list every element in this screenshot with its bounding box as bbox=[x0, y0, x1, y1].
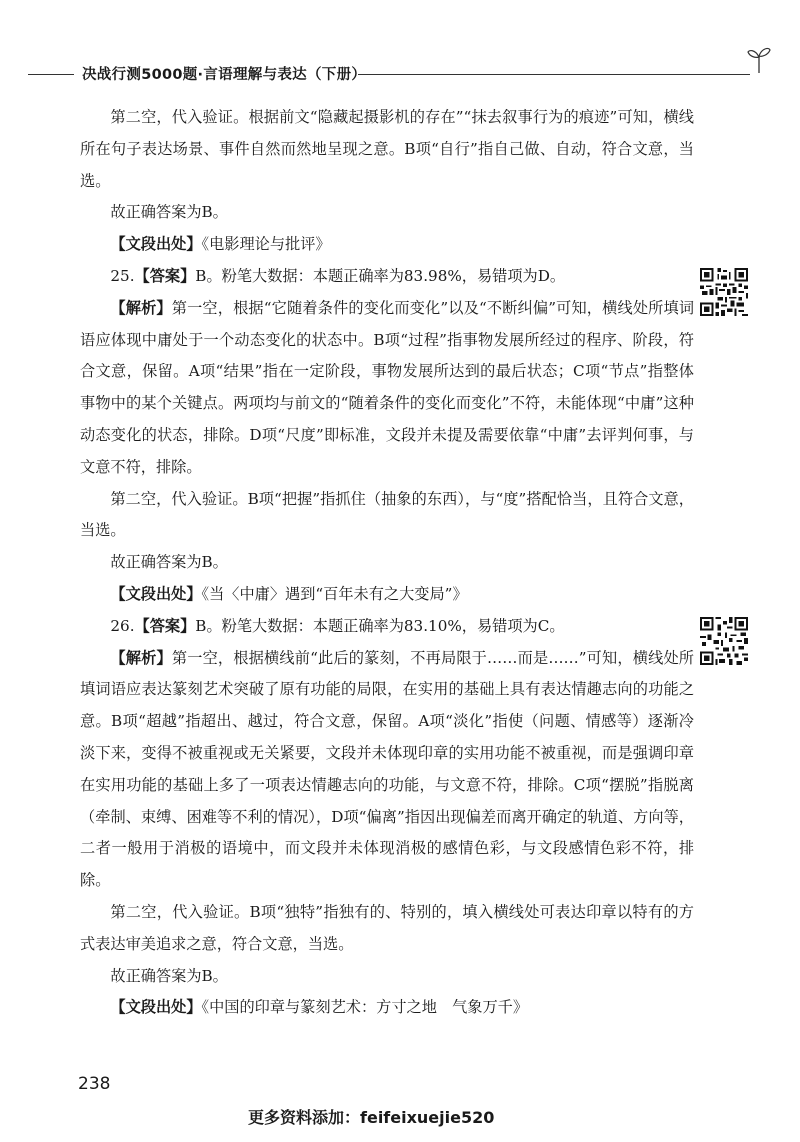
source-text: 《中国的印章与篆刻艺术：方寸之地 气象万千》 bbox=[201, 998, 529, 1017]
question-number: 26. bbox=[110, 616, 135, 635]
source-tag: 【文段出处】 bbox=[110, 998, 202, 1017]
analysis-26 bbox=[80, 643, 694, 897]
qr-code-icon[interactable] bbox=[700, 268, 748, 316]
running-header bbox=[28, 60, 768, 88]
main-content bbox=[80, 102, 694, 1024]
source-tag: 【文段出处】 bbox=[110, 584, 202, 603]
conclusion: 故正确答案为B。 bbox=[110, 203, 228, 222]
header-rule-left bbox=[28, 74, 74, 75]
analysis-tag: 【解析】 bbox=[110, 648, 172, 667]
answer-line-26 bbox=[80, 611, 694, 643]
analysis-text: 第一空，根据横线前“此后的篆刻，不再局限于……而是……”可知，横线处所填词语应表达篆刻艺术突破了原有功能的局限，在实用的基础上具有表达情趣志向的功能之意。B项“超越”指超出、越过，符合文意，保留。A项“淡化”指使（问题、情感等）逐渐冷淡下来，变得不被重视或无关紧要，文段并未体现印章的实用功能不被重视，而是强调印章在实用功能的基础上多了一项表达情趣志向的功能，与文意不符，排除。C项“摆脱”指脱离（牵制、束缚、困难等不利的情况），D项“偏离”指因出现偏差而离开确定的轨道、方向等，二者一般用于消极的语境中，而文段并未体现消极的感情色彩，与文段感情色彩不符，排除。 bbox=[80, 648, 694, 890]
analysis-tag: 【解析】 bbox=[110, 298, 172, 317]
conclusion: 故正确答案为B。 bbox=[110, 966, 228, 985]
paragraph: 第二空，代入验证。根据前文“隐藏起摄影机的存在”“抹去叙事行为的痕迹”可知，横线所在句子表达场景、事件自然而然地呈现之意。B项“自行”指自己做、自动，符合文意，当选。 bbox=[80, 108, 694, 190]
question-number: 25. bbox=[110, 266, 135, 285]
answer-text: B。粉笔大数据：本题正确率为83.10%，易错项为C。 bbox=[195, 616, 565, 635]
answer-tag: 【答案】 bbox=[134, 616, 196, 635]
source-text: 《电影理论与批评》 bbox=[201, 235, 331, 254]
qr-code-icon[interactable] bbox=[700, 617, 748, 665]
page-number: 238 bbox=[78, 1074, 111, 1094]
footer-note: 更多资料添加：feifeixuejie520 bbox=[248, 1108, 495, 1127]
header-rule-right bbox=[358, 74, 750, 75]
source-tag: 【文段出处】 bbox=[110, 235, 202, 254]
conclusion: 故正确答案为B。 bbox=[110, 553, 228, 572]
source-text: 《当〈中庸〉遇到“百年未有之大变局”》 bbox=[201, 584, 468, 603]
answer-line-25 bbox=[80, 261, 694, 293]
answer-text: B。粉笔大数据：本题正确率为83.98%，易错项为D。 bbox=[195, 266, 566, 285]
source-line bbox=[80, 992, 694, 1024]
paragraph: 第二空，代入验证。B项“独特”指独有的、特别的，填入横线处可表达印章以特有的方式表达审美追求之意，符合文意，当选。 bbox=[80, 902, 694, 953]
sprout-icon bbox=[746, 44, 772, 74]
source-line bbox=[80, 229, 694, 261]
answer-tag: 【答案】 bbox=[134, 266, 196, 285]
source-line bbox=[80, 579, 694, 611]
header-title: 决战行测5000题·言语理解与表达（下册） bbox=[82, 67, 367, 83]
paragraph: 第二空，代入验证。B项“把握”指抓住（抽象的东西），与“度”搭配恰当，且符合文意，当选。 bbox=[80, 489, 694, 540]
analysis-text: 第一空，根据“它随着条件的变化而变化”以及“不断纠偏”可知，横线处所填词语应体现中庸处于一个动态变化的状态中。B项“过程”指事物发展所经过的程序、阶段，符合文意，保留。A项“结果”指在一定阶段，事物发展所达到的最后状态；C项“节点”指整体事物中的某个关键点。两项均与前文的“随着条件的变化而变化”不符，未能体现“中庸”这种动态变化的状态，排除。D项“尺度”即标准，文段并未提及需要依靠“中庸”去评判何事，与文意不符，排除。 bbox=[80, 298, 695, 476]
analysis-25 bbox=[80, 293, 694, 484]
